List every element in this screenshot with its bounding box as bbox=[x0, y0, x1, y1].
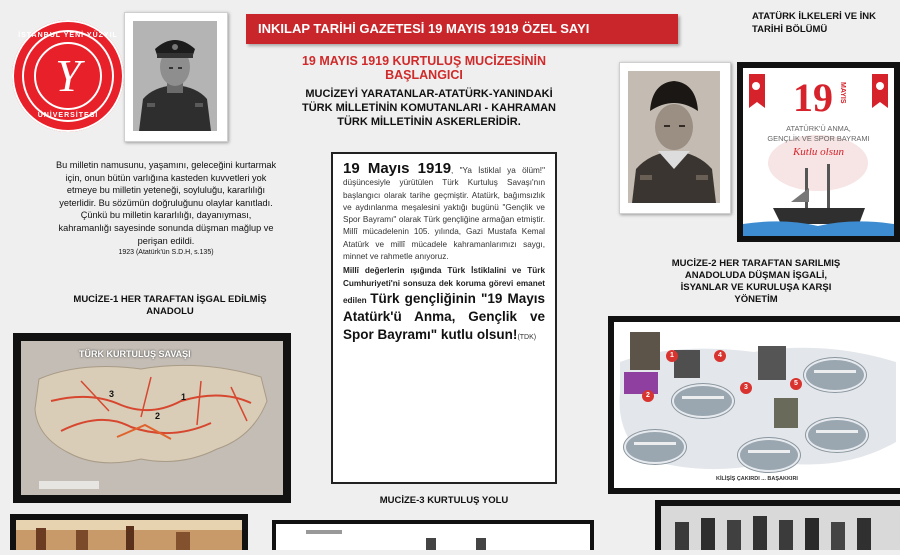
seal-top-text: İSTANBUL YENİ YÜZYIL bbox=[18, 32, 118, 39]
diagram-marker-4: 4 bbox=[714, 350, 726, 362]
quote-line-1: Bu milletin namusunu, yaşamını, geleceğini kurtarmak bbox=[55, 160, 277, 170]
diagram-node-2 bbox=[624, 430, 686, 464]
quote-line-6: kahramanlığı sayesinde sonunda düşman mağlup ve bbox=[58, 222, 274, 233]
university-seal-logo bbox=[12, 20, 124, 132]
diagram-marker-5: 5 bbox=[790, 378, 802, 390]
article-date: 19 Mayıs 1919 bbox=[343, 160, 452, 177]
map-illustration bbox=[21, 341, 283, 495]
bottom-left-photo-image bbox=[16, 520, 242, 550]
portrait-military-image bbox=[133, 21, 217, 131]
quote-line-2: için, onun bütün varlığına kasteden kuvvetleri yok bbox=[65, 172, 267, 183]
diagram-footer: KİLİŞİŞ ÇAKIRDI ... BAŞAKKIRI bbox=[716, 476, 798, 482]
poster-caption-line-2: GENÇLİK VE SPOR BAYRAMI bbox=[767, 134, 870, 143]
map-marker-2: 2 bbox=[155, 411, 161, 421]
diagram-node-4 bbox=[804, 358, 866, 392]
article-source: (TDK) bbox=[517, 333, 537, 341]
independence-war-map bbox=[13, 333, 291, 503]
poster-caption bbox=[743, 124, 894, 144]
seal-monogram: Y bbox=[55, 50, 81, 101]
quote-line-7: perişan edildi. bbox=[137, 235, 195, 246]
diagram-node-3 bbox=[738, 438, 800, 472]
miracle-2-title bbox=[612, 258, 900, 306]
celebration-poster bbox=[737, 62, 900, 242]
quote-line-5: Çünkü bu milletin kararlılığı, dayanıyması, bbox=[80, 210, 252, 221]
poster-day: 19 bbox=[793, 75, 833, 120]
miracle-2-title-line-1: MUCİZE-2 HER TARAFTAN SARILMIŞ bbox=[671, 258, 841, 269]
article-greeting: Türk gençliğinin "19 Mayıs Atatürk'ü Anma, Gençlik ve Spor Bayramı" kutlu olsun! bbox=[343, 290, 545, 342]
article-paragraph-2: Millî değerlerin ışığında Türk İstiklalini ve Türk Cumhuriyeti'ni sonsuza dek koruma görevi emanet edilen bbox=[343, 266, 545, 305]
department-heading-line-2: TARİHİ BÖLÜMÜ bbox=[752, 24, 828, 35]
headline-subtitle-line-1: MUCİZEYİ YARATANLAR-ATATÜRK-YANINDAKİ bbox=[305, 88, 553, 100]
diagram-node-1 bbox=[672, 384, 734, 418]
bottom-left-photo bbox=[10, 514, 248, 550]
poster-month: MAYIS bbox=[839, 82, 846, 104]
department-heading bbox=[752, 10, 900, 36]
quote-line-4: yeterlidir. Bu sözümün doğruluğunu olaylar kanıtladı. bbox=[59, 197, 273, 208]
occupation-diagram bbox=[608, 316, 900, 494]
ataturk-quote bbox=[12, 159, 320, 260]
map-panel bbox=[21, 341, 283, 495]
miracle-1-title-line-1: MUCİZE-1 HER TARAFTAN İŞGAL EDİLMİŞ bbox=[73, 294, 267, 305]
bottom-center-photo bbox=[272, 520, 594, 550]
bottom-right-photo bbox=[655, 500, 900, 550]
headline-red bbox=[238, 54, 610, 82]
miracle-1-title bbox=[10, 294, 330, 318]
headline-red-line-2: BAŞLANGICI bbox=[385, 68, 463, 82]
quote-line-3: etmeye bu milletin yeteneği, soyluluğu, kararlılığı bbox=[66, 185, 266, 196]
diagram-marker-3: 3 bbox=[740, 382, 752, 394]
diagram-node-5 bbox=[806, 418, 868, 452]
newspaper-banner: INKILAP TARİHİ GAZETESİ 19 MAYIS 1919 ÖZEL SAYI bbox=[246, 14, 678, 44]
miracle-1-title-line-2: ANADOLU bbox=[146, 306, 194, 317]
bottom-center-card bbox=[276, 524, 590, 550]
diagram-marker-2: 2 bbox=[642, 390, 654, 402]
map-marker-3: 3 bbox=[109, 389, 115, 399]
map-title: TÜRK KURTULUŞ SAVAŞI bbox=[79, 349, 191, 359]
poster-script: Kutlu olsun bbox=[792, 146, 845, 158]
miracle-2-title-line-4: YÖNETİM bbox=[734, 294, 778, 305]
headline-red-line-1: 19 MAYIS 1919 KURTULUŞ MUCİZESİNİN bbox=[301, 54, 547, 68]
portrait-kalpak-image bbox=[628, 71, 720, 203]
bottom-right-photo-image bbox=[661, 506, 900, 550]
map-marker-1: 1 bbox=[181, 392, 187, 402]
quote-citation: 1923 (Atatürk'ün S.D.H, s.135) bbox=[118, 249, 214, 257]
portrait-military-photo bbox=[124, 12, 228, 142]
may-19-article bbox=[331, 152, 557, 484]
miracle-3-title: MUCİZE-3 KURTULUŞ YOLU bbox=[379, 495, 509, 506]
portrait-kalpak-photo bbox=[619, 62, 731, 214]
headline-subtitle bbox=[248, 87, 610, 129]
article-paragraph-1: , "Ya İstiklal ya ölüm!" düşüncesiyle yürütülen Türk Kurtuluş Savaşı'nın başlangıcı olarak tarihe geçmiştir. Atatürk, bağımsızlık ve aydınlanma meşalesini yaktığı bugünü "Gençlik ve Spor Bayramı" olarak Türk gençliğine armağan etmiştir. Millî mücadelenin 105. yılında, Gazi Mustafa Kemal Atatürk ve millî mücadele kahramanlarımızı saygı, minnet ve rahmetle anıyoruz. bbox=[343, 166, 545, 262]
bottom-center-image bbox=[276, 524, 590, 550]
miracle-2-title-line-3: İSYANLAR VE KURULUŞA KARŞI bbox=[680, 282, 832, 293]
headline-subtitle-line-2: TÜRK MİLLETİNİN KOMUTANLARI - KAHRAMAN bbox=[302, 102, 556, 114]
miracle-2-title-line-2: ANADOLUDA DÜŞMAN İŞGALİ, bbox=[684, 270, 828, 281]
poster-caption-line-1: ATATÜRK'Ü ANMA, bbox=[786, 124, 851, 133]
department-heading-line-1: ATATÜRK İLKELERİ VE İNK bbox=[752, 11, 877, 22]
diagram-marker-1: 1 bbox=[666, 350, 678, 362]
headline-subtitle-line-3: TÜRK MİLLETİNİN ASKERLERİDİR. bbox=[337, 116, 521, 128]
seal-bottom-text: ÜNİVERSİTESİ bbox=[37, 112, 99, 119]
